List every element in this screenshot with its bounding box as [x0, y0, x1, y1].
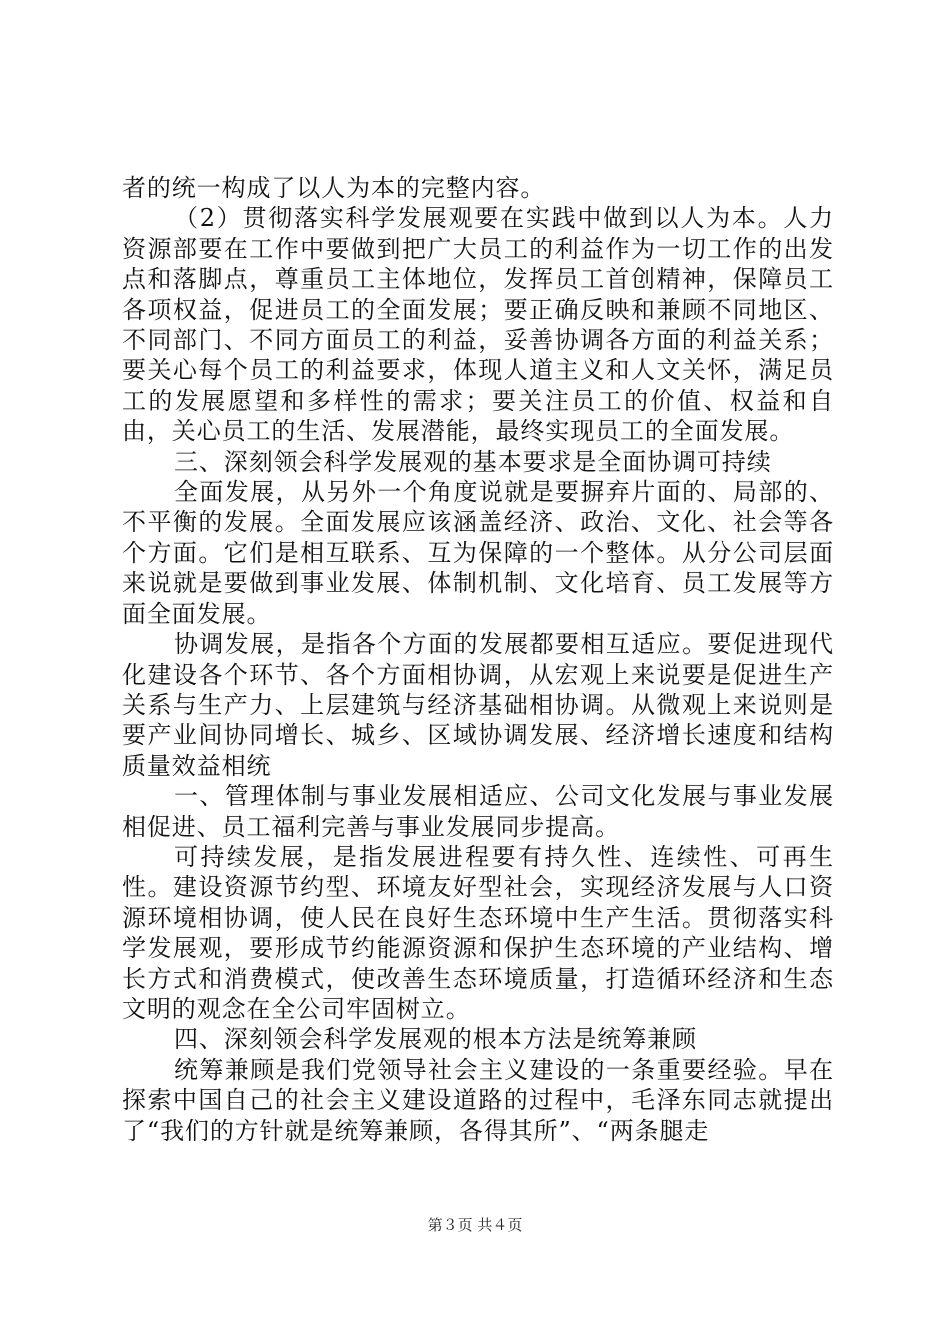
- paragraph-9: 统筹兼顾是我们党领导社会主义建设的一条重要经验。早在探索中国自己的社会主义建设道路的过程中，毛泽东同志就提出了“我们的方针就是统筹兼顾，各得其所”、“两条腿走: [122, 1055, 834, 1145]
- paragraph-2: （2）贯彻落实科学发展观要在实践中做到以人为本。人力资源部要在工作中要做到把广大员工的利益作为一切工作的出发点和落脚点，尊重员工主体地位，发挥员工首创精神，保障员工各项权益，促进员工的全面发展；要正确反映和兼顾不同地区、不同部门、不同方面员工的利益，妥善协调各方面的利益关系；要关心每个员工的利益要求，体现人道主义和人文关怀，满足员工的发展愿望和多样性的需求；要关注员工的价值、权益和自由，关心员工的生活、发展潜能，最终实现员工的全面发展。: [122, 204, 834, 446]
- section-heading-3: 三、深刻领会科学发展观的基本要求是全面协调可持续: [174, 447, 772, 476]
- paragraph-1: 者的统一构成了以人为本的完整内容。: [122, 174, 546, 202]
- section-heading-4: 四、深刻领会科学发展观的根本方法是统筹兼顾: [174, 1025, 697, 1054]
- paragraph-4: 全面发展，从另外一个角度说就是要摒弃片面的、局部的、不平衡的发展。全面发展应该涵盖经济、政治、文化、社会等各个方面。它们是相互联系、互为保障的一个整体。从分公司层面来说就是要做到事业发展、体制机制、文化培育、员工发展等方面全面发展。: [122, 478, 834, 628]
- document-body: [122, 173, 834, 1146]
- paragraph-6: 一、管理体制与事业发展相适应、公司文化发展与事业发展相促进、员工福利完善与事业发展同步提高。: [122, 782, 834, 841]
- page-footer: 第３页 共４页: [427, 1216, 523, 1234]
- paragraph-7: 可持续发展，是指发展进程要有持久性、连续性、可再生性。建设资源节约型、环境友好型社会，实现经济发展与人口资源环境相协调，使人民在良好生态环境中生产生活。贯彻落实科学发展观，要形成节约能源资源和保护生态环境的产业结构、增长方式和消费模式，使改善生态环境质量，打造循环经济和生态文明的观念在全公司牢固树立。: [122, 842, 834, 1023]
- paragraph-5: 协调发展，是指各个方面的发展都要相互适应。要促进现代化建设各个环节、各个方面相协调，从宏观上来说要是促进生产关系与生产力、上层建筑与经济基础相协调。从微观上来说则是要产业间协同增长、城乡、区域协调发展、经济增长速度和结构质量效益相统: [122, 630, 834, 780]
